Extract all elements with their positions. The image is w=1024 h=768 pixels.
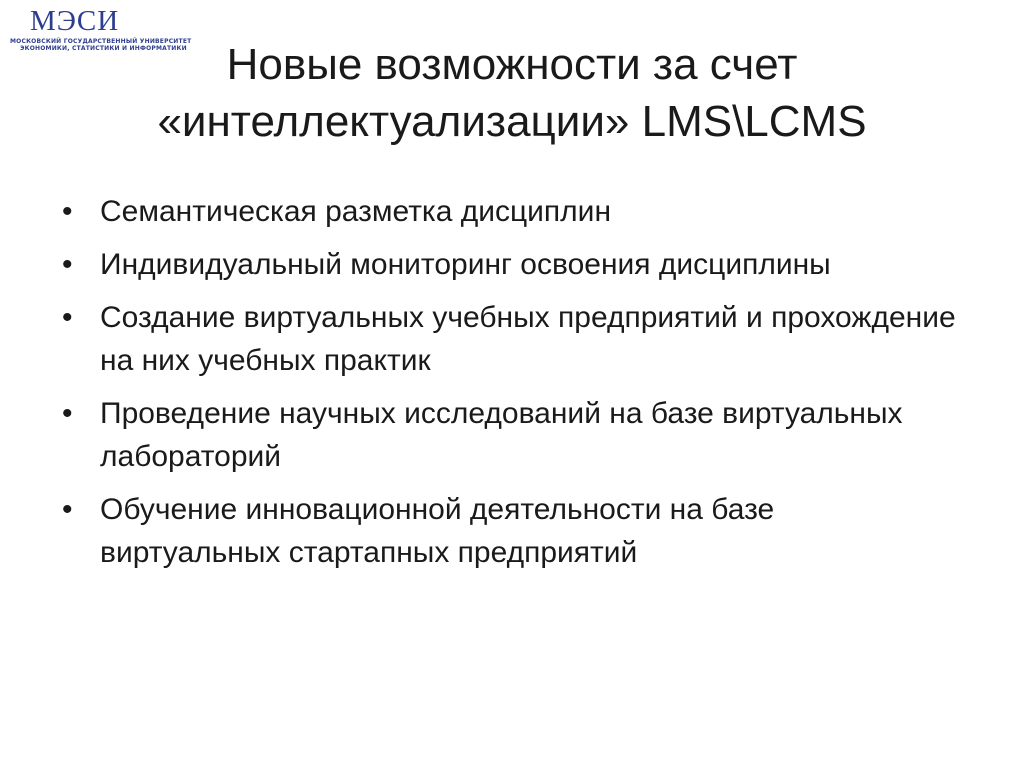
slide-title (60, 36, 964, 150)
bullet-text: Проведение научных исследований на базе виртуальных лабораторий (100, 397, 903, 473)
bullet-item (60, 488, 960, 574)
bullet-icon: • (62, 301, 73, 334)
slide-title-line-1: Новые возможности за счет (226, 40, 798, 89)
logo-caption-line-1: МОСКОВСКИЙ ГОСУДАРСТВЕННЫЙ УНИВЕРСИТЕТ (10, 38, 192, 45)
bullet-item (60, 392, 960, 478)
bullet-list (60, 190, 960, 584)
bullet-icon: • (62, 195, 73, 228)
bullet-text: Создание виртуальных учебных предприятий и прохождение на них учебных практик (100, 301, 956, 377)
logo-caption-line-2: ЭКОНОМИКИ, СТАТИСТИКИ И ИНФОРМАТИКИ (20, 45, 187, 52)
logo-wordmark: МЭСИ (30, 5, 120, 37)
bullet-icon: • (62, 248, 73, 281)
bullet-text: Семантическая разметка дисциплин (100, 195, 612, 228)
slide-title-line-2: «интеллектуализации» LMS\LCMS (157, 97, 867, 146)
bullet-item (60, 190, 960, 233)
bullet-icon: • (62, 397, 73, 430)
bullet-text: Индивидуальный мониторинг освоения дисциплины (100, 248, 831, 281)
bullet-item (60, 243, 960, 286)
bullet-icon: • (62, 493, 73, 526)
bullet-item (60, 296, 960, 382)
bullet-text: Обучение инновационной деятельности на базе виртуальных стартапных предприятий (100, 493, 775, 569)
